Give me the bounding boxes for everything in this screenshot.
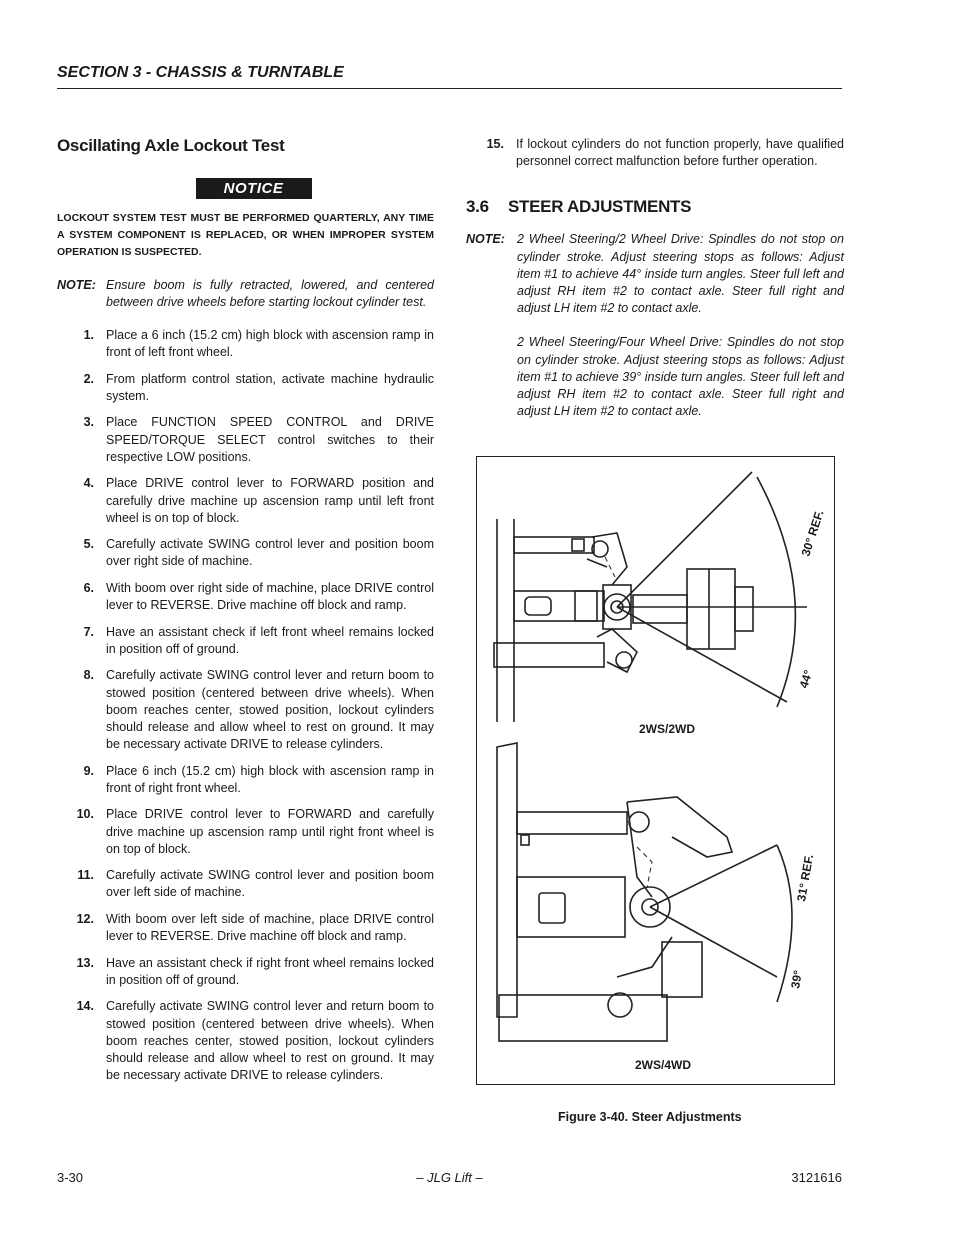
lockout-note — [57, 277, 434, 311]
step-number: 7. — [83, 624, 94, 639]
step-text: Carefully activate SWING control lever and position boom over left side of machine. — [106, 868, 434, 900]
steer-adjustments-heading — [466, 197, 844, 217]
step-number: 3. — [83, 415, 94, 430]
page-footer — [57, 1170, 842, 1188]
step-text: If lockout cylinders do not function properly, have qualified personnel correct malfunction before further operation. — [516, 137, 844, 169]
lockout-step — [57, 806, 434, 858]
lockout-step — [57, 327, 434, 361]
step-text: With boom over right side of machine, place DRIVE control lever to REVERSE. Drive machine off block and ramp. — [106, 580, 434, 613]
step-text: With boom over left side of machine, place DRIVE control lever to REVERSE. Drive machine off block and ramp. — [106, 911, 434, 944]
step-number: 10. — [76, 807, 94, 822]
lockout-step — [57, 371, 434, 405]
step-number: 2. — [83, 371, 94, 386]
step-text: Carefully activate SWING control lever and return boom to stowed position (centered between drive wheels). When boom reaches center, stowed position, lockout cylinders should release and allow wheel to rest on ground. It may be necessary activate DRIVE to release cylinders. — [106, 668, 434, 752]
note-label: NOTE: — [57, 278, 96, 292]
step-number: 5. — [83, 537, 94, 552]
section-number: 3.6 — [466, 197, 489, 217]
step-text: From platform control station, activate machine hydraulic system. — [106, 371, 434, 403]
steer-adjustments-figure — [476, 456, 835, 1085]
step-number: 14. — [76, 999, 94, 1014]
step-text: Carefully activate SWING control lever and return boom to stowed position (centered between drive wheels). When boom reaches center, stowed position, lockout cylinders should release and allow wheel to rest on ground. It may be necessary activate DRIVE to release cylinders. — [106, 999, 434, 1083]
figure-caption: Figure 3-40. Steer Adjustments — [558, 1110, 742, 1124]
bottom-config-label: 2WS/4WD — [635, 1058, 692, 1072]
step-number: 12. — [76, 911, 94, 926]
section-title: SECTION 3 - CHASSIS & TURNTABLE — [57, 64, 344, 81]
lockout-step — [57, 763, 434, 797]
document-number: 3121616 — [791, 1170, 842, 1185]
page-number: 3-30 — [57, 1170, 84, 1185]
notice-text: LOCKOUT SYSTEM TEST MUST BE PERFORMED QUARTERLY, ANY TIME A SYSTEM COMPONENT IS REPLACED, OR WHEN IMPROPER SYSTEM OPERATION IS SUSPECTED. — [57, 212, 434, 258]
lockout-step — [57, 475, 434, 527]
step-number: 9. — [83, 763, 94, 778]
lockout-step — [57, 414, 434, 466]
step-text: Carefully activate SWING control lever and position boom over right side of machine. — [106, 537, 434, 569]
step-15 — [466, 136, 844, 170]
step-text: Place FUNCTION SPEED CONTROL and DRIVE SPEED/TORQUE SELECT control switches to their respective LOW positions. — [106, 415, 434, 464]
right-column — [466, 136, 844, 437]
steer-note-4wd: 2 Wheel Steering/Four Wheel Drive: Spindles do not stop on cylinder stroke. Adjust steering stops as follows: Adjust item #1 to achieve 39° inside turn angles. Steer full left and adjust RH item #2 to contact axle. Steer full right and adjust LH item #2 to contact axle. — [517, 335, 844, 419]
top-ref-angle-label: 30° REF. — [798, 508, 827, 558]
step-text: Place DRIVE control lever to FORWARD position and carefully drive machine up ascension ramp until left front wheel is on top of block. — [106, 476, 434, 525]
lockout-test-title: Oscillating Axle Lockout Test — [57, 136, 285, 155]
lockout-step — [57, 867, 434, 901]
lockout-steps-list — [57, 327, 434, 1084]
section-header — [57, 64, 842, 89]
lockout-step — [57, 580, 434, 614]
step-text: Have an assistant check if right front wheel remains locked in position off of ground. — [106, 955, 434, 987]
lockout-step — [57, 667, 434, 753]
top-inside-angle-label: 44° — [796, 668, 816, 690]
section-heading-text: STEER ADJUSTMENTS — [508, 197, 692, 217]
notice-block — [57, 178, 434, 199]
lockout-step — [57, 955, 434, 989]
step-text: Place a 6 inch (15.2 cm) high block with ascension ramp in front of left front wheel. — [106, 328, 434, 360]
step-number: 11. — [77, 868, 94, 883]
footer-brand: – JLG Lift – — [416, 1170, 483, 1185]
steer-diagram — [477, 457, 834, 1084]
lockout-step — [57, 998, 434, 1084]
top-config-label: 2WS/2WD — [639, 722, 696, 736]
step-text: Place DRIVE control lever to FORWARD and carefully drive machine up ascension ramp until right front wheel is on top of block. — [106, 807, 434, 856]
lockout-step — [57, 536, 434, 570]
step-number: 13. — [76, 955, 94, 970]
step-number: 15. — [486, 137, 504, 151]
note-text: Ensure boom is fully retracted, lowered, and centered between drive wheels before starting lockout cylinder test. — [106, 278, 434, 309]
step-number: 4. — [83, 476, 94, 491]
bottom-inside-angle-label: 39° — [788, 969, 806, 990]
step-number: 1. — [83, 328, 94, 342]
notice-badge: NOTICE — [196, 178, 312, 199]
steer-note — [466, 231, 844, 437]
lockout-step — [57, 911, 434, 945]
lockout-step — [57, 624, 434, 658]
step-text: Have an assistant check if left front wheel remains locked in position off of ground. — [106, 624, 434, 656]
note-label: NOTE: — [466, 232, 505, 247]
step-text: Place 6 inch (15.2 cm) high block with ascension ramp in front of right front wheel. — [106, 763, 434, 795]
step-number: 6. — [83, 580, 94, 595]
left-column — [57, 136, 434, 1094]
bottom-ref-angle-label: 31° REF. — [794, 853, 817, 903]
steer-note-2wd: 2 Wheel Steering/2 Wheel Drive: Spindles do not stop on cylinder stroke. Adjust steering stops as follows: Adjust item #1 to achieve 44° inside turn angles. Steer full left and adjust RH item #2 to contact axle. Steer full right and adjust LH item #2 to contact axle. — [517, 232, 844, 316]
step-number: 8. — [83, 668, 94, 683]
